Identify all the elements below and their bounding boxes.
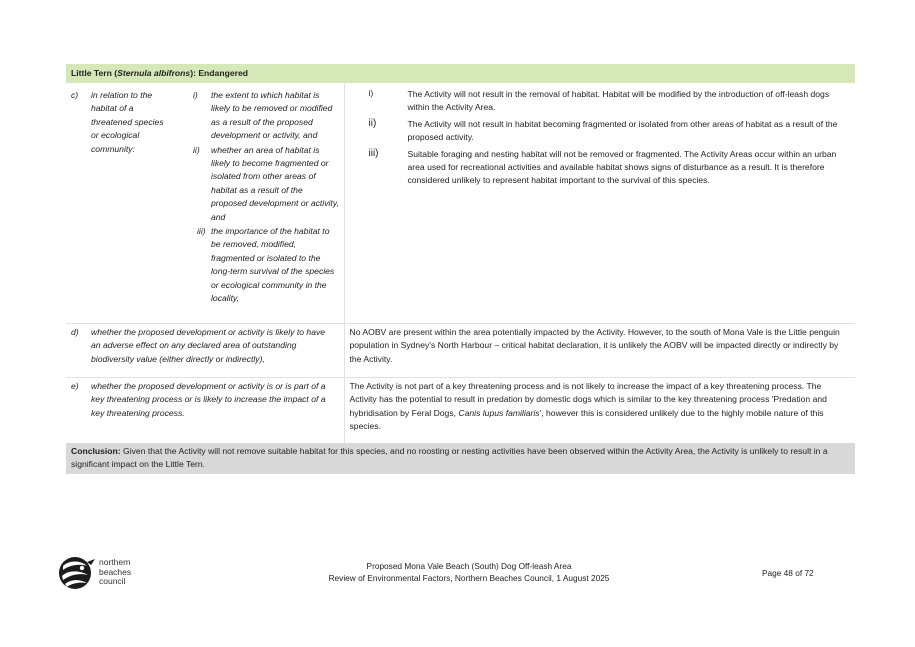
criterion-d-text: whether the proposed development or activity is likely to have an adverse effect on any declared area of outstanding biodiversity value (either directly or indirectly), [91,327,326,364]
species-name: Little Tern ( [71,68,118,78]
criterion-e-cell [66,378,344,444]
criterion-c-subitems [177,83,344,324]
footer-document-info [300,560,638,584]
assessment-table [66,64,855,474]
conclusion-row [66,443,855,474]
criterion-d-cell [66,324,344,378]
response-number: ii) [368,117,377,129]
response-i [345,88,842,115]
response-number: iii) [368,147,379,159]
sub-text: the importance of the habitat to be removed, modified, fragmented or isolated to the long-term survival of the species or ecological community in the locality, [211,226,335,304]
criterion-row-e [66,378,855,444]
response-text-a: The Activity is not part of a key threatening process and is not likely to increase the impact of a key threatening process. The Activity has the potential to result in predation by domestic dogs which is similar to the key threatening process 'Predation and hybridisation by Feral Dogs, [349,381,827,418]
sub-number: ii) [193,144,200,155]
criterion-c-response [344,83,855,324]
page-footer [0,556,915,596]
conclusion-label: Conclusion: [71,446,121,456]
criterion-c-text: in relation to the habitat of a threatened species or ecological community: [91,90,164,154]
criterion-d-label: d) [71,327,79,337]
logo-line: council [99,576,126,587]
criterion-c-label: c) [71,90,79,100]
response-ii [345,118,842,145]
criterion-e-response [344,378,855,444]
conclusion-cell [66,443,855,474]
response-number: i) [368,88,374,98]
criterion-c-cell [66,83,177,324]
response-text: The Activity will not result in the removal of habitat. Habitat will be modified by the introduction of off-leash dogs within the Activity Area. [407,89,830,113]
sub-text: whether an area of habitat is likely to become fragmented or isolated from other areas of habitat as a result of the proposed development or activity, and [211,144,339,222]
logo-line: beaches [99,566,132,577]
response-text: Suitable foraging and nesting habitat will not be removed or fragmented. The Activity Areas occur within an urban area used for recreational activities and available habitat shows signs of disturbance as a result. It is therefore considered unlikely to represent habitat important to the survival of this species. [407,148,837,186]
sub-number: iii) [197,226,206,237]
sub-number: i) [193,90,198,100]
page-number: Page 48 of 72 [762,568,814,578]
response-text: The Activity will not result in habitat becoming fragmented or isolated from other areas of habitat as a result of the proposed activity. [407,118,838,143]
response-iii [345,148,842,188]
criterion-row-d [66,324,855,378]
criterion-e-label: e) [71,381,79,391]
criterion-d-response: No AOBV are present within the area potentially impacted by the Activity. However, to the south of Mona Vale is the Little penguin population in Sydney's North Harbour – critical habitat declaration, it is unlikely the AOBV will be impacted directly or indirectly by the Activity. [344,324,855,378]
species-header [66,64,855,83]
criterion-c-sub-i [177,89,340,143]
footer-doc-title: Proposed Mona Vale Beach (South) Dog Off-leash Area [366,561,572,571]
criterion-row-c [66,83,855,324]
species-header-row [66,64,855,83]
response-scientific-name: Canis lupus familiaris [458,407,540,418]
criterion-c-sub-iii [177,225,340,305]
criterion-e-text: whether the proposed development or activity is or is part of a key threatening process or is likely to increase the impact of a key threatening process. [91,381,326,418]
conclusion-text: Given that the Activity will not remove suitable habitat for this species, and no roosting or nesting activities have been observed within the Activity Area, the Activity is unlikely to result in a significant impact on the Little Tern. [71,446,828,470]
logo-line: northern [99,557,131,567]
logo-wordmark [99,558,131,587]
response-text-b: ', however this is considered unlikely due to the highly mobile nature of this species. [349,407,824,432]
species-scientific-name: Sternula albifrons [117,68,191,78]
sub-text: the extent to which habitat is likely to be removed or modified as a result of the proposed development or activity, and [211,90,333,141]
criterion-c-sub-ii [177,144,340,224]
footer-doc-subtitle: Review of Environmental Factors, Northern Beaches Council, 1 August 2025 [328,573,610,583]
northern-beaches-logo-icon [57,556,97,590]
species-status: ): Endangered [190,68,248,78]
